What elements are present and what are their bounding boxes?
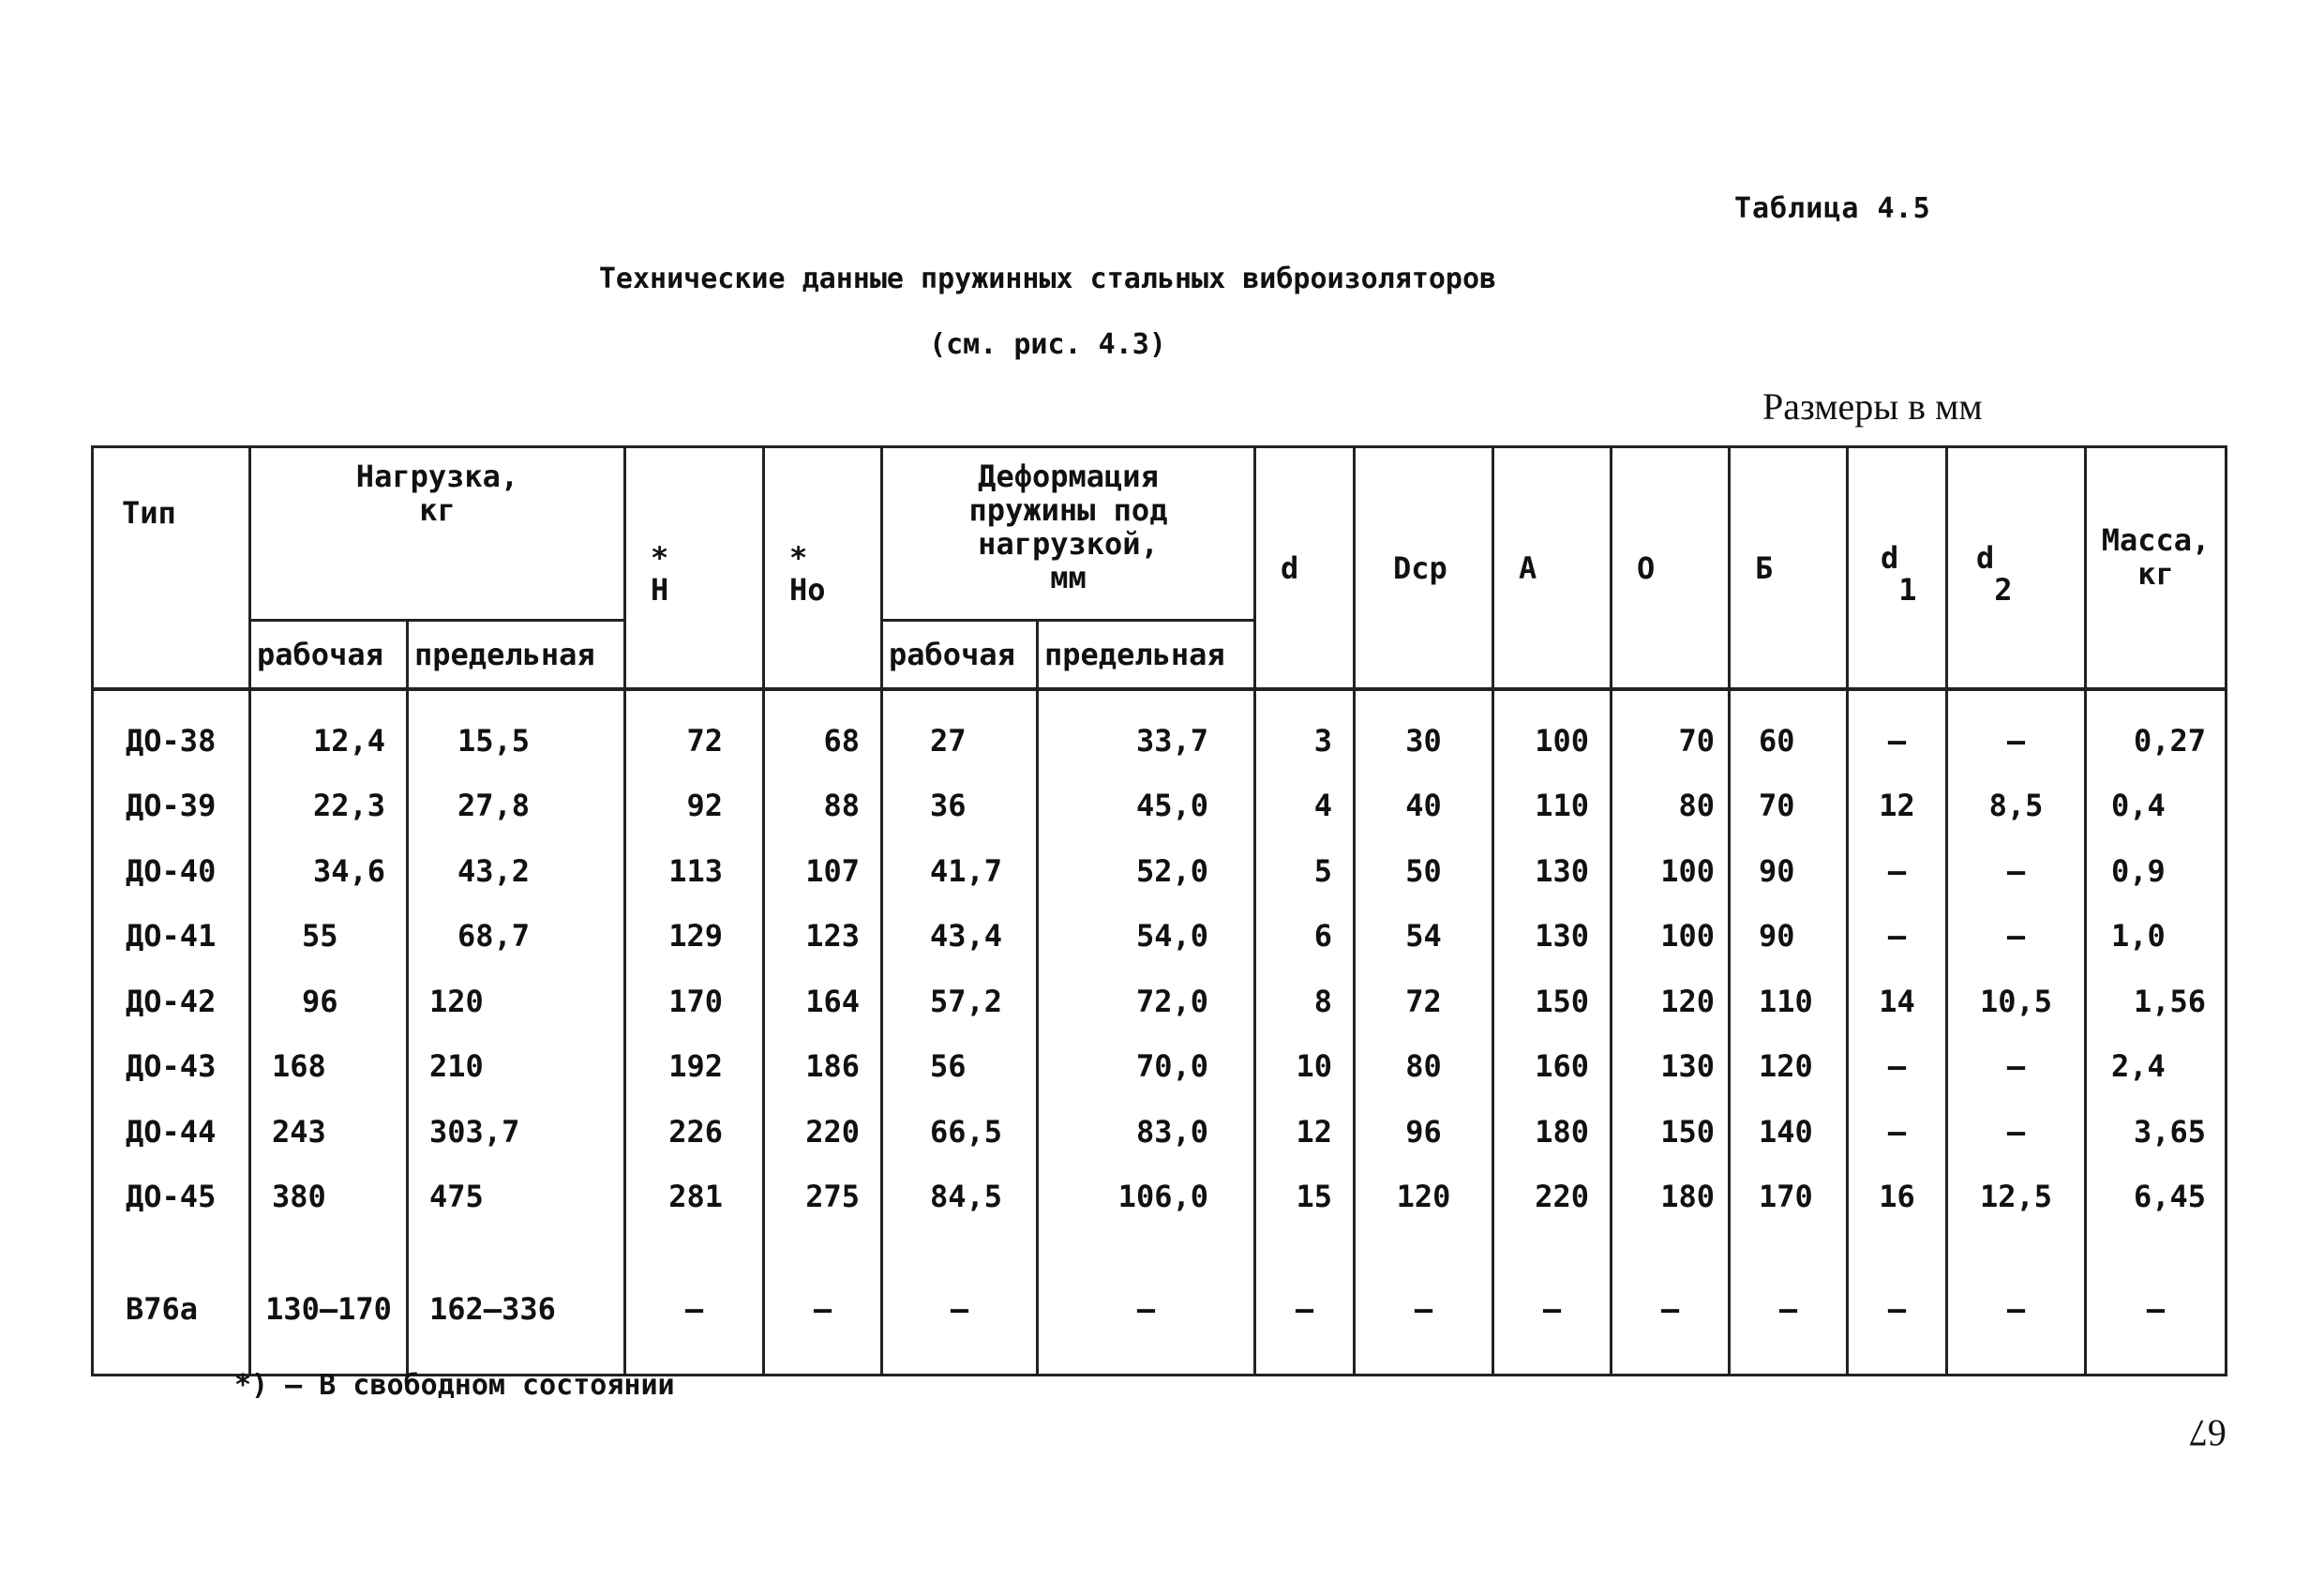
cell-d1: – xyxy=(1848,1034,1947,1100)
cell-d2: – xyxy=(1947,1034,2086,1100)
footnote: *) – В свободном состоянии xyxy=(234,1369,675,1402)
cell-b: 110 xyxy=(1730,969,1848,1034)
col-header-o: О xyxy=(1612,447,1730,690)
col-header-load-limit: предельная xyxy=(408,621,625,690)
cell-a: 160 xyxy=(1493,1034,1612,1100)
cell-load-working: 12,4 xyxy=(250,689,408,774)
cell-load-working: 168 xyxy=(250,1034,408,1100)
cell-type: ДО-39 xyxy=(93,774,250,839)
cell-h0: 123 xyxy=(764,904,882,970)
table-row xyxy=(93,838,2227,904)
col-header-d2: d 2 xyxy=(1947,447,2086,690)
cell-deform-limit: 33,7 xyxy=(1038,689,1255,774)
table-row xyxy=(93,904,2227,970)
cell-o: 150 xyxy=(1612,1099,1730,1165)
cell-h: 113 xyxy=(625,838,764,904)
cell-a: – xyxy=(1493,1257,1612,1376)
cell-d2: – xyxy=(1947,838,2086,904)
cell-h0: 88 xyxy=(764,774,882,839)
cell-d2: 10,5 xyxy=(1947,969,2086,1034)
cell-a: 180 xyxy=(1493,1099,1612,1165)
cell-d1: – xyxy=(1848,1257,1947,1376)
cell-b: – xyxy=(1730,1257,1848,1376)
cell-h0: 220 xyxy=(764,1099,882,1165)
cell-deform-limit: – xyxy=(1038,1257,1255,1376)
cell-h: 129 xyxy=(625,904,764,970)
cell-h0: – xyxy=(764,1257,882,1376)
col-header-deform-working: рабочая xyxy=(882,621,1038,690)
cell-o: 100 xyxy=(1612,904,1730,970)
cell-deform-working: 66,5 xyxy=(882,1099,1038,1165)
table-row xyxy=(93,1165,2227,1258)
table-number-label: Таблица 4.5 xyxy=(1734,192,1931,225)
cell-h: 170 xyxy=(625,969,764,1034)
table-row xyxy=(93,1034,2227,1100)
col-header-h0: * Но xyxy=(764,447,882,690)
cell-h: 226 xyxy=(625,1099,764,1165)
cell-load-limit: 475 xyxy=(408,1165,625,1258)
cell-deform-limit: 54,0 xyxy=(1038,904,1255,970)
cell-mass: 0,4 xyxy=(2086,774,2227,839)
cell-load-limit: 162–336 xyxy=(408,1257,625,1376)
cell-load-limit: 210 xyxy=(408,1034,625,1100)
units-note: Размеры в мм xyxy=(1762,385,1983,428)
cell-h0: 107 xyxy=(764,838,882,904)
page-number: 67 xyxy=(2189,1412,2227,1454)
cell-deform-working: 41,7 xyxy=(882,838,1038,904)
cell-load-working: 96 xyxy=(250,969,408,1034)
cell-load-working: 130–170 xyxy=(250,1257,408,1376)
cell-deform-limit: 83,0 xyxy=(1038,1099,1255,1165)
cell-type: ДО-45 xyxy=(93,1165,250,1258)
cell-deform-working: 43,4 xyxy=(882,904,1038,970)
cell-type: ДО-43 xyxy=(93,1034,250,1100)
cell-b: 140 xyxy=(1730,1099,1848,1165)
cell-d1: – xyxy=(1848,838,1947,904)
cell-o: – xyxy=(1612,1257,1730,1376)
cell-d: 12 xyxy=(1255,1099,1355,1165)
table-row xyxy=(93,1257,2227,1376)
cell-d: 15 xyxy=(1255,1165,1355,1258)
cell-o: 70 xyxy=(1612,689,1730,774)
cell-load-limit: 303,7 xyxy=(408,1099,625,1165)
cell-mass: 1,0 xyxy=(2086,904,2227,970)
col-header-h: * Н xyxy=(625,447,764,690)
table-subtitle: (см. рис. 4.3) xyxy=(929,328,1166,361)
cell-dcp: 96 xyxy=(1355,1099,1493,1165)
cell-d1: 14 xyxy=(1848,969,1947,1034)
cell-b: 90 xyxy=(1730,838,1848,904)
cell-load-working: 34,6 xyxy=(250,838,408,904)
col-header-deformation: Деформация пружины под нагрузкой, мм xyxy=(882,447,1255,621)
table-row xyxy=(93,1099,2227,1165)
cell-type: ДО-42 xyxy=(93,969,250,1034)
cell-d: 8 xyxy=(1255,969,1355,1034)
table-title: Технические данные пружинных стальных виброизоляторов xyxy=(598,263,1497,295)
cell-type: ДО-40 xyxy=(93,838,250,904)
cell-load-limit: 120 xyxy=(408,969,625,1034)
cell-d1: – xyxy=(1848,1099,1947,1165)
cell-load-limit: 43,2 xyxy=(408,838,625,904)
cell-o: 130 xyxy=(1612,1034,1730,1100)
cell-b: 70 xyxy=(1730,774,1848,839)
cell-dcp: – xyxy=(1355,1257,1493,1376)
cell-d: 10 xyxy=(1255,1034,1355,1100)
cell-deform-limit: 70,0 xyxy=(1038,1034,1255,1100)
cell-b: 90 xyxy=(1730,904,1848,970)
cell-d2: – xyxy=(1947,689,2086,774)
cell-a: 110 xyxy=(1493,774,1612,839)
col-header-a: А xyxy=(1493,447,1612,690)
cell-mass: 1,56 xyxy=(2086,969,2227,1034)
cell-dcp: 40 xyxy=(1355,774,1493,839)
table-row xyxy=(93,774,2227,839)
col-header-d: d xyxy=(1255,447,1355,690)
cell-type: ДО-41 xyxy=(93,904,250,970)
cell-dcp: 72 xyxy=(1355,969,1493,1034)
cell-dcp: 54 xyxy=(1355,904,1493,970)
cell-b: 120 xyxy=(1730,1034,1848,1100)
cell-deform-working: 57,2 xyxy=(882,969,1038,1034)
cell-d1: 16 xyxy=(1848,1165,1947,1258)
cell-d2: – xyxy=(1947,1257,2086,1376)
cell-load-limit: 15,5 xyxy=(408,689,625,774)
cell-deform-limit: 52,0 xyxy=(1038,838,1255,904)
cell-d1: – xyxy=(1848,689,1947,774)
cell-o: 180 xyxy=(1612,1165,1730,1258)
cell-load-working: 22,3 xyxy=(250,774,408,839)
cell-deform-limit: 45,0 xyxy=(1038,774,1255,839)
cell-mass: 0,27 xyxy=(2086,689,2227,774)
cell-deform-limit: 72,0 xyxy=(1038,969,1255,1034)
cell-deform-limit: 106,0 xyxy=(1038,1165,1255,1258)
cell-dcp: 120 xyxy=(1355,1165,1493,1258)
col-header-type: Тип xyxy=(93,447,250,690)
cell-h0: 68 xyxy=(764,689,882,774)
cell-dcp: 50 xyxy=(1355,838,1493,904)
cell-b: 60 xyxy=(1730,689,1848,774)
cell-d2: – xyxy=(1947,1099,2086,1165)
col-header-load-working: рабочая xyxy=(250,621,408,690)
col-header-dcp: Dср xyxy=(1355,447,1493,690)
col-header-load: Нагрузка, кг xyxy=(250,447,625,621)
cell-dcp: 80 xyxy=(1355,1034,1493,1100)
cell-a: 220 xyxy=(1493,1165,1612,1258)
cell-load-limit: 27,8 xyxy=(408,774,625,839)
cell-d: 5 xyxy=(1255,838,1355,904)
cell-mass: 0,9 xyxy=(2086,838,2227,904)
cell-o: 120 xyxy=(1612,969,1730,1034)
cell-o: 80 xyxy=(1612,774,1730,839)
cell-d: 6 xyxy=(1255,904,1355,970)
cell-d2: – xyxy=(1947,904,2086,970)
cell-deform-working: 84,5 xyxy=(882,1165,1038,1258)
cell-type: ДО-38 xyxy=(93,689,250,774)
cell-mass: – xyxy=(2086,1257,2227,1376)
table-row xyxy=(93,969,2227,1034)
cell-load-working: 243 xyxy=(250,1099,408,1165)
cell-load-working: 380 xyxy=(250,1165,408,1258)
cell-a: 130 xyxy=(1493,838,1612,904)
cell-h: 281 xyxy=(625,1165,764,1258)
cell-d1: – xyxy=(1848,904,1947,970)
cell-type: В76а xyxy=(93,1257,250,1376)
cell-h: 72 xyxy=(625,689,764,774)
cell-h: 192 xyxy=(625,1034,764,1100)
cell-mass: 2,4 xyxy=(2086,1034,2227,1100)
cell-d2: 12,5 xyxy=(1947,1165,2086,1258)
cell-deform-working: 27 xyxy=(882,689,1038,774)
cell-a: 150 xyxy=(1493,969,1612,1034)
cell-d: 3 xyxy=(1255,689,1355,774)
cell-deform-working: – xyxy=(882,1257,1038,1376)
cell-load-limit: 68,7 xyxy=(408,904,625,970)
cell-h: – xyxy=(625,1257,764,1376)
cell-deform-working: 36 xyxy=(882,774,1038,839)
cell-d: – xyxy=(1255,1257,1355,1376)
cell-h: 92 xyxy=(625,774,764,839)
cell-load-working: 55 xyxy=(250,904,408,970)
vibration-isolator-spec-table xyxy=(91,445,2227,1376)
cell-o: 100 xyxy=(1612,838,1730,904)
table-row xyxy=(93,689,2227,774)
cell-deform-working: 56 xyxy=(882,1034,1038,1100)
cell-type: ДО-44 xyxy=(93,1099,250,1165)
cell-h0: 186 xyxy=(764,1034,882,1100)
cell-mass: 6,45 xyxy=(2086,1165,2227,1258)
cell-dcp: 30 xyxy=(1355,689,1493,774)
col-header-deform-limit: предельная xyxy=(1038,621,1255,690)
cell-mass: 3,65 xyxy=(2086,1099,2227,1165)
col-header-b: Б xyxy=(1730,447,1848,690)
col-header-mass: Масса, кг xyxy=(2086,447,2227,690)
col-header-d1: d 1 xyxy=(1848,447,1947,690)
cell-h0: 275 xyxy=(764,1165,882,1258)
cell-a: 100 xyxy=(1493,689,1612,774)
cell-d: 4 xyxy=(1255,774,1355,839)
cell-h0: 164 xyxy=(764,969,882,1034)
cell-b: 170 xyxy=(1730,1165,1848,1258)
cell-d1: 12 xyxy=(1848,774,1947,839)
cell-a: 130 xyxy=(1493,904,1612,970)
cell-d2: 8,5 xyxy=(1947,774,2086,839)
